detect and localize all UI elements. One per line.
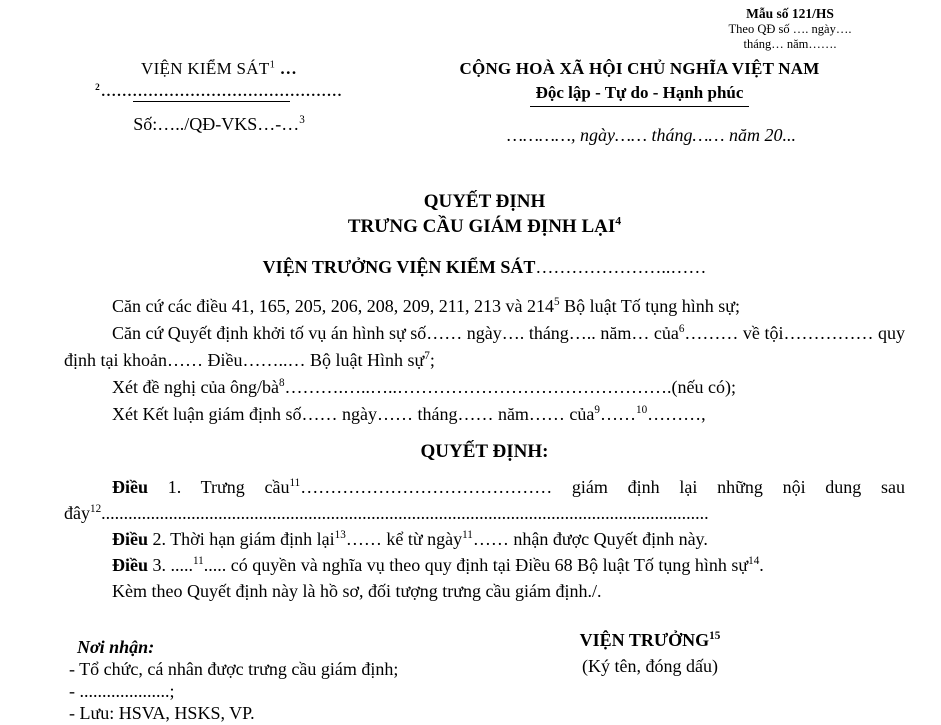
national-title: CỘNG HOÀ XÃ HỘI CHỦ NGHĨA VIỆT NAM [459,59,820,78]
recipients-block [64,636,398,724]
issuing-agency-block [64,58,374,147]
preamble-paragraph-2: Căn cứ Quyết định khởi tố vụ án hình sự số…… ngày…. tháng….. năm… của$^6$……… về tội…………… quy định tại khoản…… Điều……..… Bộ luật Hình sự$^7$; [64,323,905,370]
articles-section [64,474,905,604]
form-number-block [675,6,905,52]
document-number: Số:…../QĐ-VKS…-…$^3$ [133,114,305,134]
signer-title: VIỆN TRƯỞNG$^{15}$ [579,630,721,650]
preamble-section [64,293,905,428]
form-decree-line-1: Theo QĐ số …. ngày…. [728,22,852,36]
signature-block [510,628,790,724]
document-title [64,189,905,239]
document-title-line-2: TRƯNG CẦU GIÁM ĐỊNH LẠI$^4$ [347,214,622,237]
preamble-paragraph-4: Xét Kết luận giám định số…… ngày…… tháng…… năm…… của$^9$……$^{10}$………, [112,404,706,424]
decision-heading: QUYẾT ĐỊNH: [420,441,549,462]
agency-name: VIỆN KIỂM SÁT$^1$ … [141,59,297,78]
form-number: Mẫu số 121/HS [746,6,834,21]
recipient-item-1: - Tổ chức, cá nhân được trưng cầu giám định; [69,659,399,679]
closing-line: Kèm theo Quyết định này là hồ sơ, đối tượng trưng cầu giám định./. [112,581,602,601]
preamble-paragraph-1: Căn cứ các điều 41, 165, 205, 206, 208, 209, 211, 213 và $214^5$ Bộ luật Tố tụng hình sự; [112,296,741,316]
article-1: Điều 1. Trưng cầu$^{11}$…………………………………… giám định lại những nội dung sau đây$^{12}$....................................................................................................................................... [64,477,906,523]
national-motto [374,82,905,107]
article-3: Điều 3. .....$^{11}$..... có quyền và nghĩa vụ theo quy định tại Điều 68 Bộ luật Tố tụng hình sự$^{14}$. [112,555,764,575]
form-decree-line-2: tháng… năm……. [743,37,837,51]
national-motto-block [374,58,905,147]
document-footer [64,628,905,724]
article-2: Điều 2. Thời hạn giám định lại$^{13}$…… kể từ ngày$^{11}$…… nhận được Quyết định này. [112,529,708,549]
national-motto-text: Độc lập - Tự do - Hạnh phúc [530,82,750,107]
recipients-label: Nơi nhận: [77,637,155,657]
agency-name-blank-line: $^2$.............................................. [95,83,343,100]
document-title-line-1: QUYẾT ĐỊNH [423,191,546,212]
recipient-item-2: - ....................; [69,681,175,701]
document-subtitle: VIỆN TRƯỞNG VIỆN KIỂM SÁT…………………..…… [262,257,707,277]
document-header [64,58,905,147]
preamble-paragraph-3: Xét đề nghị của ông/$bà^8\dots\dots\dots.\dots..\dots..\dots\dots\dots\dots\dots\dots\dots\dots\dots\dots\dots\dots\dots\dots\dots.(nếu$ có); [112,377,736,397]
signer-instruction: (Ký tên, đóng dấu) [582,656,718,676]
place-date-line: …………, ngày…… tháng…… năm 20... [506,125,797,145]
recipient-item-3: - Lưu: HSVA, HSKS, VP. [69,703,255,723]
